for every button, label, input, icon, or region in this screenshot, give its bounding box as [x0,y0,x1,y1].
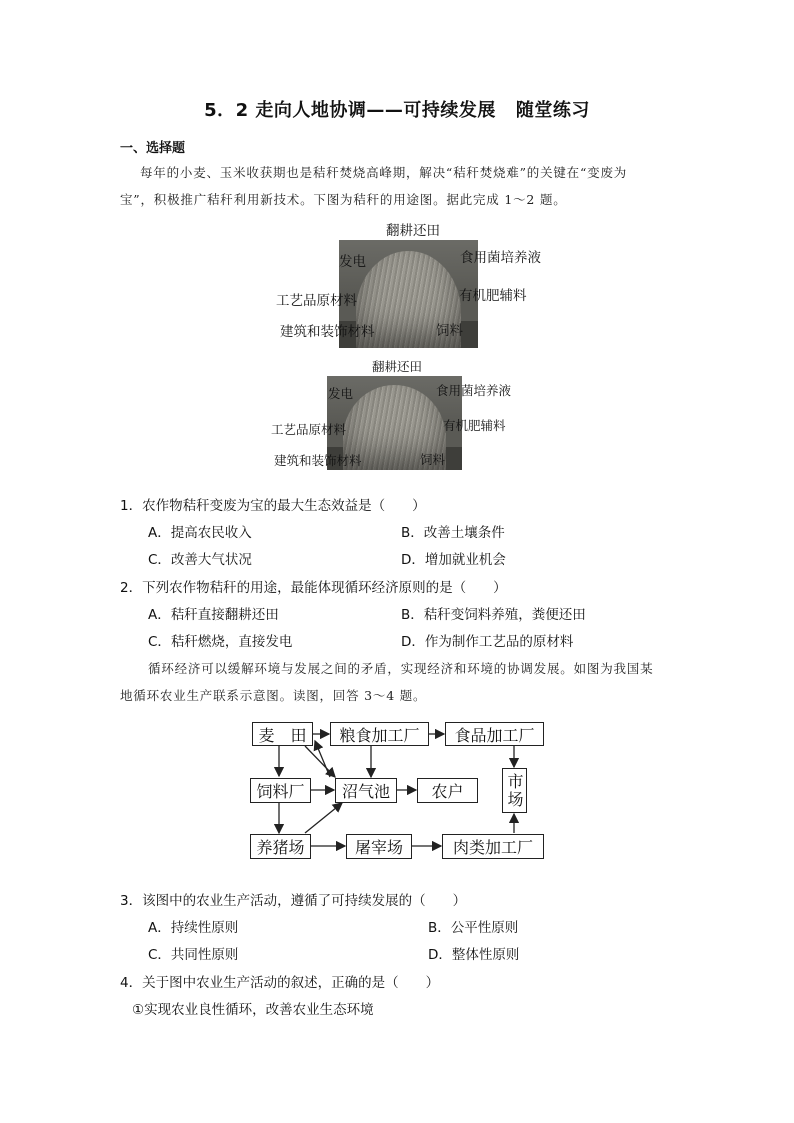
figure-label-fertilizer: 有机肥辅料 [459,288,527,304]
node-food-plant: 食品加工厂 [445,722,544,746]
page-title: 5．2 走向人地协调——可持续发展 随堂练习 [204,100,590,121]
figure-label-top: 翻耕还田 [386,223,440,239]
figure-label-feed: 饲料 [436,323,463,339]
figure-label-power: 发电 [328,386,354,401]
section-heading: 一、选择题 [120,141,186,156]
node-pig-farm: 养猪场 [250,834,311,859]
figure-label-fertilizer: 有机肥辅料 [443,418,506,433]
question-1-option-c: C．改善大气状况 [148,552,252,568]
question-2-option-d: D．作为制作工艺品的原材料 [401,634,574,650]
node-market: 市场 [502,768,527,813]
figure-label-building: 建筑和装饰材料 [274,453,362,468]
figure-label-craft: 工艺品原材料 [276,293,357,309]
question-3-option-d: D．整体性原则 [428,947,520,963]
question-4-item-1: ①实现农业良性循环，改善农业生态环境 [132,1002,374,1018]
node-grain-plant: 粮食加工厂 [330,722,429,746]
question-1-option-d: D．增加就业机会 [401,552,506,568]
question-3-option-b: B．公平性原则 [428,920,519,936]
question-3-option-a: A．持续性原则 [148,920,239,936]
intro-paragraph-line: 循环经济可以缓解环境与发展之间的矛盾，实现经济和环境的协调发展。如图为我国某 [148,661,654,676]
figure-label-power: 发电 [339,254,366,270]
figure-label-building: 建筑和装饰材料 [280,324,375,340]
question-1-option-a: A．提高农民收入 [148,525,252,541]
question-1-stem: 1．农作物秸秆变废为宝的最大生态效益是（ ） [120,498,426,514]
node-slaughterhouse: 屠宰场 [346,834,412,859]
question-1-option-b: B．改善土壤条件 [401,525,505,541]
question-4-stem: 4．关于图中农业生产活动的叙述，正确的是（ ） [120,975,440,991]
figure-label-craft: 工艺品原材料 [271,422,347,437]
figure-label-top: 翻耕还田 [372,359,423,374]
question-2-option-a: A．秸秆直接翻耕还田 [148,607,279,623]
node-feed-mill: 饲料厂 [250,778,311,803]
figure-label-fungus: 食用菌培养液 [436,383,512,398]
node-farmer: 农户 [417,778,478,803]
figure-label-feed: 饲料 [420,452,446,467]
question-2-stem: 2．下列农作物秸秆的用途，最能体现循环经济原则的是（ ） [120,580,507,596]
figure-label-fungus: 食用菌培养液 [460,250,541,266]
question-2-option-c: C．秸秆燃烧，直接发电 [148,634,293,650]
node-wheat-field: 麦 田 [252,722,313,746]
question-3-option-c: C．共同性原则 [148,947,239,963]
question-2-option-b: B．秸秆变饲料养殖，粪便还田 [401,607,586,623]
node-biogas-pit: 沼气池 [335,778,397,803]
node-meat-plant: 肉类加工厂 [442,834,544,859]
intro-paragraph-line: 每年的小麦、玉米收获期也是秸秆焚烧高峰期，解决“秸秆焚烧难”的关键在“变废为 [140,165,628,180]
question-3-stem: 3．该图中的农业生产活动，遵循了可持续发展的（ ） [120,893,467,909]
intro-paragraph-line: 地循环农业生产联系示意图。读图，回答 3～4 题。 [120,688,427,703]
intro-paragraph-line: 宝”，积极推广秸秆利用新技术。下图为秸秆的用途图。据此完成 1～2 题。 [120,192,567,207]
